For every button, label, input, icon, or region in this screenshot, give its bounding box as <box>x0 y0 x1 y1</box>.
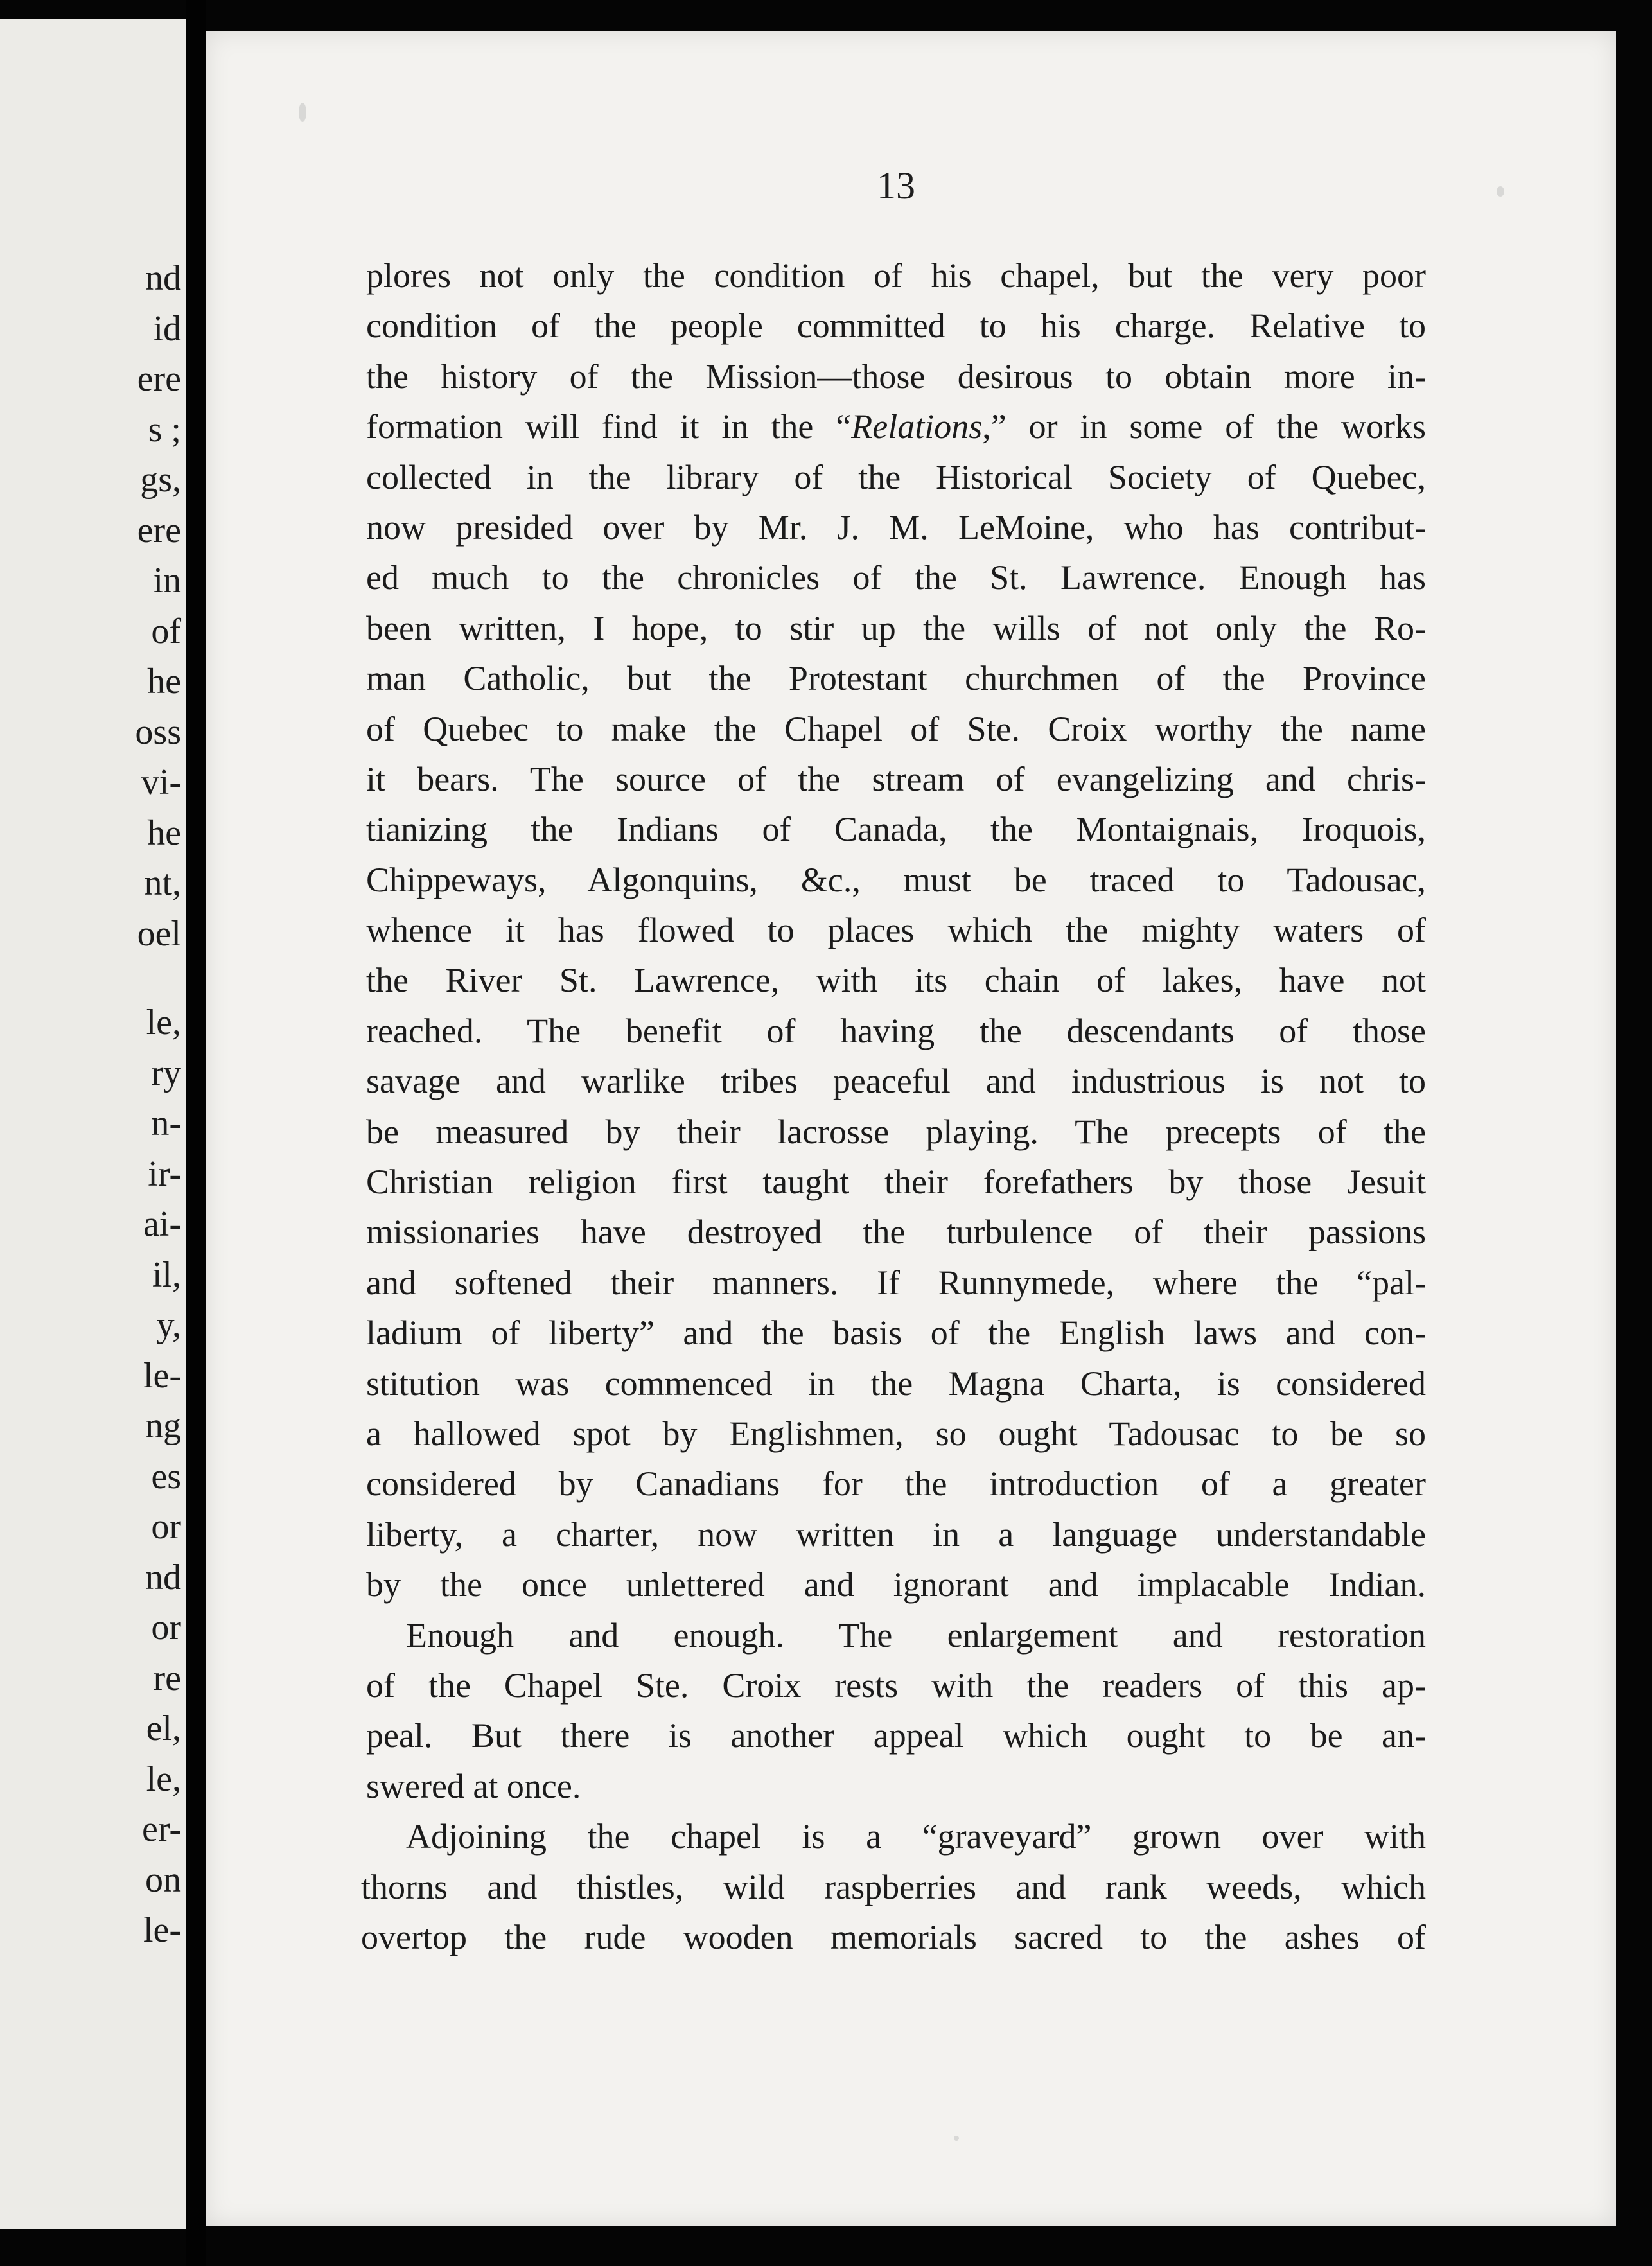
previous-page-fragment: n- <box>151 1103 181 1143</box>
text-line: considered by Canadians for the introduction of a greater <box>366 1464 1426 1504</box>
text-line: plores not only the condition of his chapel, but the very poor <box>366 256 1426 295</box>
previous-page-fragment: on <box>145 1859 181 1900</box>
previous-page-fragment: le- <box>143 1910 181 1950</box>
previous-page-edge <box>0 19 186 2229</box>
previous-page-fragment: or <box>151 1507 181 1547</box>
text-line: peal. But there is another appeal which ought to be an- <box>366 1716 1426 1755</box>
text-line: condition of the people committed to his charge. Relative to <box>366 306 1426 346</box>
page-number: 13 <box>877 164 915 207</box>
text-line: of Quebec to make the Chapel of Ste. Croix worthy the name <box>366 709 1426 748</box>
previous-page-fragment: ng <box>145 1406 181 1446</box>
text-line: tianizing the Indians of Canada, the Montaignais, Iroquois, <box>366 810 1426 849</box>
text-line: now presided over by Mr. J. M. LeMoine, who has contribut- <box>366 507 1426 547</box>
previous-page-fragment: il, <box>152 1254 181 1295</box>
text-line: ed much to the chronicles of the St. Lawrence. Enough has <box>366 558 1426 597</box>
previous-page-fragment: gs, <box>140 460 181 500</box>
text-line: the history of the Mission—those desirous to obtain more in- <box>366 356 1426 396</box>
previous-page-fragment: nt, <box>144 863 181 903</box>
previous-page-fragment: y, <box>156 1305 181 1345</box>
text-line: it bears. The source of the stream of evangelizing and chris- <box>366 759 1426 798</box>
book-gutter <box>186 0 206 2266</box>
text-line: Chippeways, Algonquins, &c., must be traced to Tadousac, <box>366 860 1426 899</box>
previous-page-fragment: ir- <box>148 1154 181 1194</box>
text-line: thorns and thistles, wild raspberries and rank weeds, which <box>361 1867 1426 1906</box>
previous-page-fragment: ere <box>137 510 181 550</box>
text-line: swered at once. <box>366 1766 581 1805</box>
body-text <box>361 250 1426 1962</box>
previous-page-fragment: id <box>153 308 181 349</box>
text-line: by the once unlettered and ignorant and implacable Indian. <box>366 1565 1426 1604</box>
previous-page-fragment: le, <box>146 1003 181 1042</box>
text-line: overtop the rude wooden memorials sacred to the ashes of <box>361 1917 1426 1956</box>
previous-page-fragment: s ; <box>148 409 181 450</box>
previous-page-fragment: of <box>151 611 181 651</box>
previous-page-fragment: le, <box>146 1759 181 1799</box>
text-line: Adjoining the chapel is a “graveyard” grown over with <box>406 1817 1426 1856</box>
previous-page-fragment: nd <box>145 1557 181 1597</box>
text-line: the River St. Lawrence, with its chain of lakes, have not <box>366 961 1426 1000</box>
previous-page-fragment: ai- <box>143 1204 181 1244</box>
previous-page-fragment: he <box>147 812 181 853</box>
previous-page-fragment: re <box>153 1658 181 1698</box>
text-line: liberty, a charter, now written in a language understandable <box>366 1515 1426 1554</box>
previous-page-fragment: in <box>153 561 181 601</box>
previous-page-fragment: oss <box>135 712 181 752</box>
previous-page-fragment: vi- <box>141 762 181 802</box>
previous-page-fragment: ry <box>151 1053 181 1093</box>
text-line: reached. The benefit of having the descendants of those <box>366 1011 1426 1050</box>
text-line: missionaries have destroyed the turbulence of their passions <box>366 1213 1426 1252</box>
previous-page-fragment: er- <box>141 1809 181 1849</box>
text-line: whence it has flowed to places which the mighty waters of <box>366 911 1426 950</box>
italic-title: Relations <box>851 407 983 446</box>
text-line: a hallowed spot by Englishmen, so ought Tadousac to be so <box>366 1414 1426 1453</box>
previous-page-fragment: le- <box>143 1355 181 1396</box>
text-line: savage and warlike tribes peaceful and industrious is not to <box>366 1062 1426 1101</box>
text-line: of the Chapel Ste. Croix rests with the readers of this ap- <box>366 1665 1426 1705</box>
previous-page-fragment: or <box>151 1608 181 1647</box>
text-line: man Catholic, but the Protestant churchmen of the Province <box>366 659 1426 698</box>
text-line: ladium of liberty” and the basis of the English laws and con- <box>366 1313 1426 1353</box>
text-line: be measured by their lacrosse playing. The precepts of the <box>366 1112 1426 1151</box>
text-line: Christian religion first taught their forefathers by those Jesuit <box>366 1163 1426 1202</box>
text-line: Enough and enough. The enlargement and restoration <box>406 1615 1426 1655</box>
previous-page-fragment: ere <box>137 359 181 399</box>
previous-page-fragment: nd <box>145 258 181 298</box>
text-segment: formation will find it in the “ <box>366 407 852 446</box>
paper-speck <box>299 103 306 122</box>
text-line: and softened their manners. If Runnymede, where the “pal- <box>366 1263 1426 1302</box>
text-line: stitution was commenced in the Magna Charta, is considered <box>366 1364 1426 1403</box>
text-line: been written, I hope, to stir up the wills of not only the Ro- <box>366 608 1426 647</box>
previous-page-fragment: es <box>151 1456 181 1497</box>
previous-page-fragment: el, <box>146 1708 181 1748</box>
paper-speck <box>954 2136 959 2141</box>
previous-page-fragment: oel <box>137 913 181 954</box>
paper-speck <box>1497 186 1504 197</box>
text-segment: ,” or in some of the works <box>982 407 1426 446</box>
previous-page-fragment: he <box>147 662 181 701</box>
text-line-with-italic <box>366 401 1426 452</box>
text-line: collected in the library of the Historical Society of Quebec, <box>366 457 1426 496</box>
